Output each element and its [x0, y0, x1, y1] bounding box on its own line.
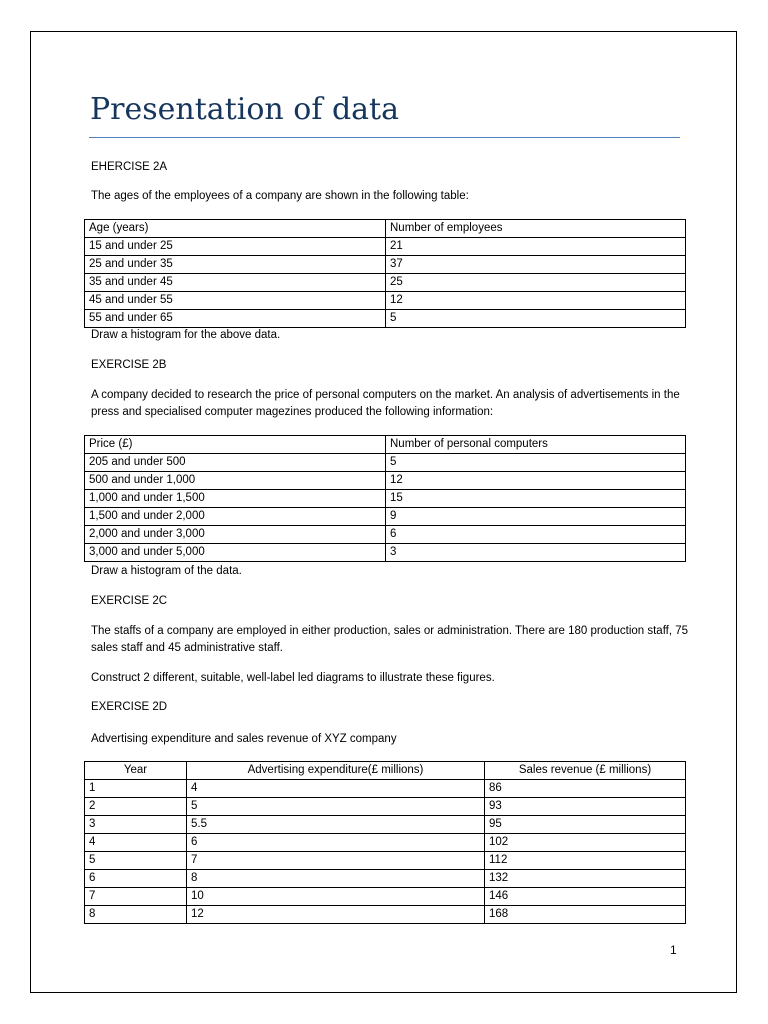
- table-header-row: [85, 762, 686, 780]
- page-title: Presentation of data: [90, 92, 399, 127]
- table-cell: 7: [85, 888, 187, 906]
- table-cell: 5: [386, 454, 686, 472]
- table-row: [85, 816, 686, 834]
- exercise-2b-intro: A company decided to research the price of personal computers on the market. An analysis of advertisements in the press and specialised computer magezines produced the following information:: [91, 389, 680, 418]
- table-row: [85, 454, 686, 472]
- table-row: [85, 852, 686, 870]
- table-cell: 5.5: [187, 816, 485, 834]
- table-cell: 500 and under 1,000: [85, 472, 386, 490]
- table-row: [85, 256, 686, 274]
- table-cell: 112: [485, 852, 686, 870]
- page-number: 1: [670, 943, 677, 957]
- table-row: [85, 274, 686, 292]
- table-cell: 102: [485, 834, 686, 852]
- table-cell: 86: [485, 780, 686, 798]
- table-header-row: [85, 220, 686, 238]
- table-cell: 1,500 and under 2,000: [85, 508, 386, 526]
- exercise-2a-intro: The ages of the employees of a company are shown in the following table:: [91, 190, 469, 202]
- table-row: [85, 310, 686, 328]
- exercise-2a-heading: EHERCISE 2A: [91, 161, 168, 173]
- table-cell: 3: [386, 544, 686, 562]
- exercise-2d-heading: EXERCISE 2D: [91, 701, 168, 713]
- table-cell: 168: [485, 906, 686, 924]
- table-row: [85, 292, 686, 310]
- table-row: [85, 238, 686, 256]
- exercise-2c-paragraph-2: Construct 2 different, suitable, well-label led diagrams to illustrate these figures.: [91, 672, 495, 684]
- table-cell: 10: [187, 888, 485, 906]
- table-cell: 15 and under 25: [85, 238, 386, 256]
- table-row: [85, 780, 686, 798]
- table-cell: 5: [85, 852, 187, 870]
- table-cell: 12: [386, 472, 686, 490]
- table-cell: 4: [187, 780, 485, 798]
- exercise-2b-instruction: Draw a histogram of the data.: [91, 565, 242, 577]
- table-cell: 35 and under 45: [85, 274, 386, 292]
- table-row: [85, 508, 686, 526]
- table-cell: 5: [386, 310, 686, 328]
- table-cell: 7: [187, 852, 485, 870]
- table-row: [85, 888, 686, 906]
- exercise-2a-instruction: Draw a histogram for the above data.: [91, 329, 281, 341]
- table-header-row: [85, 436, 686, 454]
- table-cell: 3,000 and under 5,000: [85, 544, 386, 562]
- column-header: Sales revenue (£ millions): [485, 762, 686, 780]
- table-row: [85, 798, 686, 816]
- table-cell: 1: [85, 780, 187, 798]
- table-row: [85, 906, 686, 924]
- table-cell: 8: [85, 906, 187, 924]
- column-header: Number of personal computers: [386, 436, 686, 454]
- table-cell: 55 and under 65: [85, 310, 386, 328]
- table-cell: 95: [485, 816, 686, 834]
- table-cell: 12: [386, 292, 686, 310]
- table-cell: 8: [187, 870, 485, 888]
- table-cell: 205 and under 500: [85, 454, 386, 472]
- column-header: Price (£): [85, 436, 386, 454]
- exercise-2c-heading: EXERCISE 2C: [91, 595, 168, 607]
- table-row: [85, 544, 686, 562]
- table-cell: 12: [187, 906, 485, 924]
- table-cell: 5: [187, 798, 485, 816]
- table-cell: 146: [485, 888, 686, 906]
- table-cell: 6: [187, 834, 485, 852]
- table-cell: 132: [485, 870, 686, 888]
- table-cell: 15: [386, 490, 686, 508]
- table-cell: 9: [386, 508, 686, 526]
- table-cell: 93: [485, 798, 686, 816]
- exercise-2d-intro: Advertising expenditure and sales revenue of XYZ company: [91, 733, 397, 745]
- table-cell: 37: [386, 256, 686, 274]
- table-cell: 2: [85, 798, 187, 816]
- title-underline: [89, 137, 680, 138]
- table-row: [85, 834, 686, 852]
- table-cell: 45 and under 55: [85, 292, 386, 310]
- table-row: [85, 490, 686, 508]
- table-cell: 25: [386, 274, 686, 292]
- table-cell: 3: [85, 816, 187, 834]
- table-row: [85, 526, 686, 544]
- column-header: Year: [85, 762, 187, 780]
- table-cell: 1,000 and under 1,500: [85, 490, 386, 508]
- column-header: Advertising expenditure(£ millions): [187, 762, 485, 780]
- exercise-2a-table: [84, 219, 686, 328]
- table-cell: 21: [386, 238, 686, 256]
- table-row: [85, 472, 686, 490]
- exercise-2d-table: [84, 761, 686, 924]
- table-cell: 4: [85, 834, 187, 852]
- table-cell: 6: [386, 526, 686, 544]
- exercise-2b-heading: EXERCISE 2B: [91, 359, 167, 371]
- exercise-2b-table: [84, 435, 686, 562]
- exercise-2c-paragraph-1: The staffs of a company are employed in either production, sales or administration. There are 180 production staff, 75 sales staff and 45 administrative staff.: [91, 625, 689, 654]
- column-header: Age (years): [85, 220, 386, 238]
- table-cell: 25 and under 35: [85, 256, 386, 274]
- table-cell: 2,000 and under 3,000: [85, 526, 386, 544]
- column-header: Number of employees: [386, 220, 686, 238]
- table-row: [85, 870, 686, 888]
- table-cell: 6: [85, 870, 187, 888]
